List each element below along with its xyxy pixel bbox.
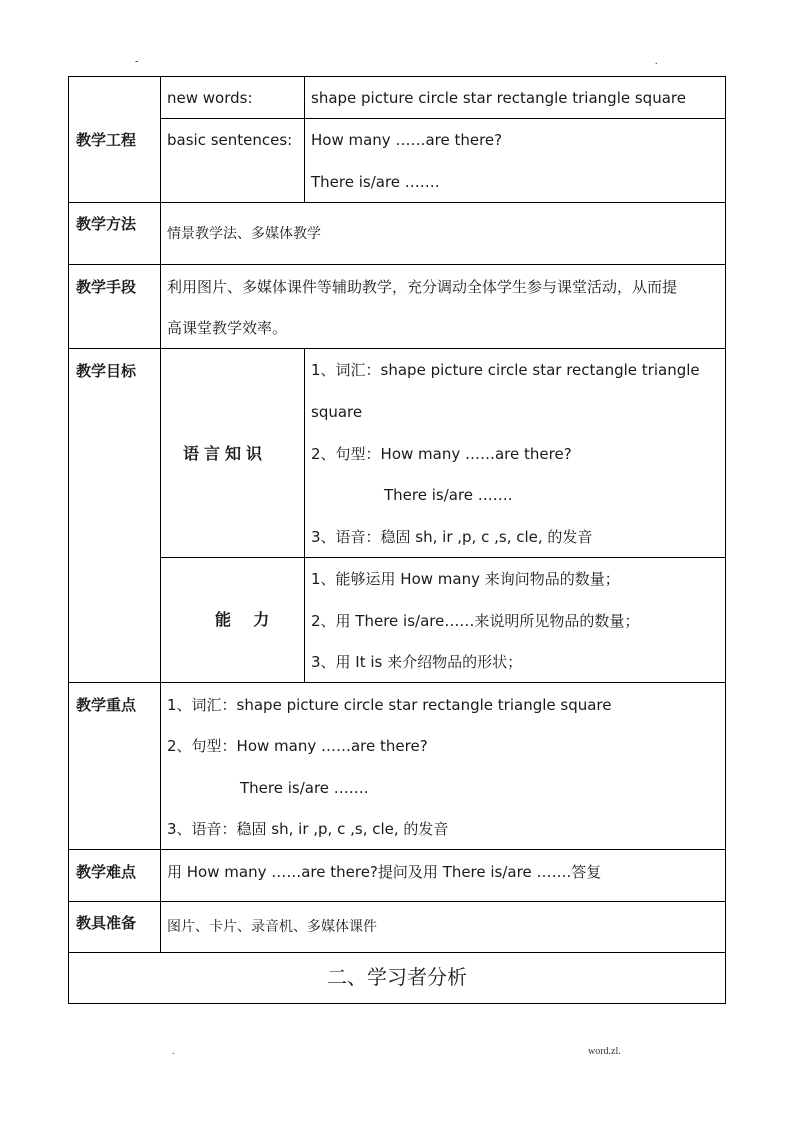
ability-item-1: 1、能够运用 How many 来询问物品的数量； [311,570,620,588]
header-mark-right: . [655,56,658,67]
means-label: 教学手段 [76,278,137,296]
process-label: 教学工程 [76,131,137,149]
ability-item-3: 3、用 It is 来介绍物品的形状； [311,653,523,671]
difficulty-label: 教学难点 [76,863,137,881]
section-title: 二、学习者分析 [327,965,467,989]
basic-sentence-2: There is/are ……. [311,173,440,191]
ability-item-2: 2、用 There is/are……来说明所见物品的数量； [311,612,640,630]
key-point-4: 3、语音：稳固 sh, ir ,p, c ,s, cle, 的发音 [167,820,449,838]
key-points-label: 教学重点 [76,696,137,714]
tools-text: 图片、卡片、录音机、多媒体课件 [167,919,377,935]
new-words-value: shape picture circle star rectangle triangle square [311,89,686,107]
method-text: 情景教学法、多媒体教学 [167,226,321,242]
phonics-line: 3、语音：稳固 sh, ir ,p, c ,s, cle, 的发音 [311,528,593,546]
header-mark-left: - [135,56,139,67]
basic-sentence-1: How many ……are there? [311,131,503,149]
language-knowledge-label: 语言知识 [183,444,268,463]
vocab-line-1: 1、词汇：shape picture circle star rectangle triangle [311,361,700,379]
new-words-label: new words: [167,89,253,107]
ability-label: 能 力 [215,610,270,629]
method-label: 教学方法 [76,215,137,233]
means-line-2: 高课堂教学效率。 [167,319,288,337]
sentence-pattern-line-1: 2、句型：How many ……are there? [311,445,572,463]
sentence-pattern-line-2: There is/are ……. [384,486,513,504]
footer-mark-left: . [172,1046,175,1057]
vocab-line-2: square [311,403,363,421]
key-point-1: 1、词汇：shape picture circle star rectangle triangle square [167,696,612,714]
goals-label: 教学目标 [76,362,137,380]
key-point-2: 2、句型：How many ……are there? [167,737,428,755]
footer-mark-right: word.zl. [588,1046,621,1057]
means-line-1: 利用图片、多媒体课件等辅助教学，充分调动全体学生参与课堂活动，从而提 [167,278,678,296]
basic-sentences-label: basic sentences: [167,131,293,149]
difficulty-text: 用 How many ……are there?提问及用 There is/are …….答复 [167,863,602,881]
tools-label: 教具准备 [76,914,137,932]
key-point-3: There is/are ……. [240,779,369,797]
